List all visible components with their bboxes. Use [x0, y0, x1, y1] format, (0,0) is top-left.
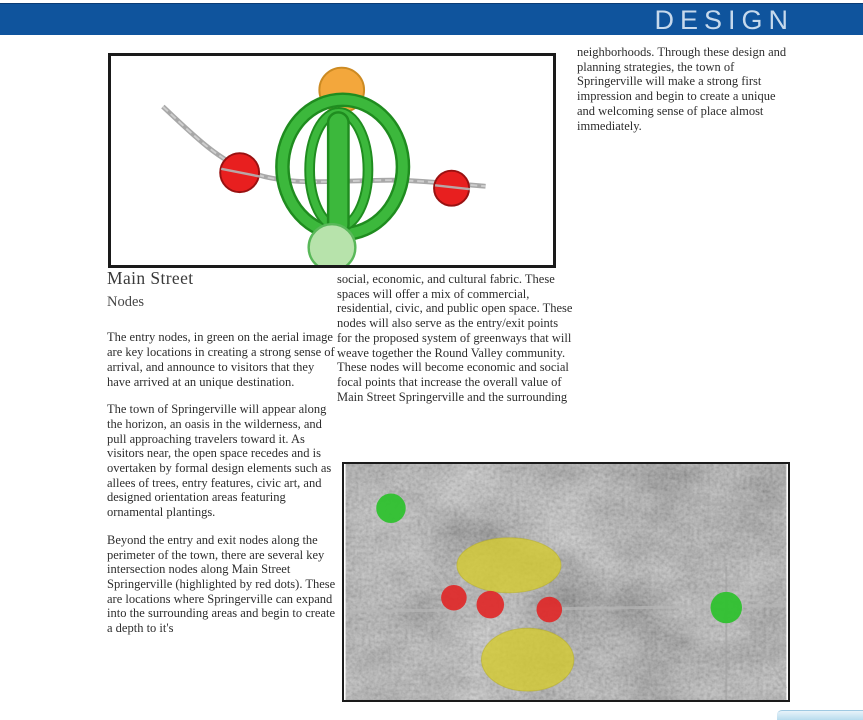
- page-corner-tab: [777, 710, 863, 720]
- aerial-map-graphic: [344, 464, 788, 700]
- header-bar: [0, 3, 863, 35]
- section-subheading: Nodes: [107, 293, 145, 310]
- paragraph: social, economic, and cultural fabric. These spaces will offer a mix of commercial, residential, civic, and public open space. These nodes will also serve as the entry/exit points for the proposed system of greenways that will weave together the Round Valley community. These nodes will become economic and social focal points that increase the overall value of Main Street Springerville and the surrounding: [337, 272, 573, 404]
- page-title: DESIGN: [654, 5, 794, 35]
- section-heading: Main Street: [107, 268, 194, 288]
- node-diagram-graphic: [111, 56, 553, 265]
- entry-node-dot-right: [711, 592, 742, 623]
- intersection-node-dot-1: [441, 585, 467, 611]
- middle-text-column: [337, 272, 573, 417]
- node-diagram-figure: [108, 53, 556, 268]
- aerial-map-figure: [342, 462, 790, 702]
- paragraph: The entry nodes, in green on the aerial image are key locations in creating a strong sense of arrival, and announce to visitors that they have arrived at an unique destination.: [107, 330, 335, 389]
- left-text-column: [107, 268, 336, 649]
- paragraph: The town of Springerville will appear along the horizon, an oasis in the wilderness, and pull approaching travelers toward it. As visitors near, the open space recedes and is overtaken by formal design elements such as allees of trees, entry features, civic art, and designed orientation areas featuring ornamental plantings.: [107, 402, 332, 520]
- intersection-node-dot-3: [537, 597, 563, 623]
- paragraph: Beyond the entry and exit nodes along the perimeter of the town, there are several key intersection nodes along Main Street Springerville (highlighted by red dots). These are locations where Springerville can expand into the surrounding areas and begin to create a depth to it's: [107, 532, 336, 636]
- growth-area-ellipse-lower: [481, 628, 573, 691]
- exit-node-light-green-circle: [309, 224, 356, 265]
- growth-area-ellipse-upper: [457, 538, 561, 593]
- entry-node-dot-left: [376, 494, 406, 524]
- central-band: [328, 112, 348, 234]
- intersection-node-dot-2: [477, 591, 505, 619]
- paragraph: neighborhoods. Through these design and planning strategies, the town of Springerville will make a strong first impression and begin to create a unique and welcoming sense of place almost immediately.: [577, 45, 787, 133]
- right-text-column: [577, 45, 790, 146]
